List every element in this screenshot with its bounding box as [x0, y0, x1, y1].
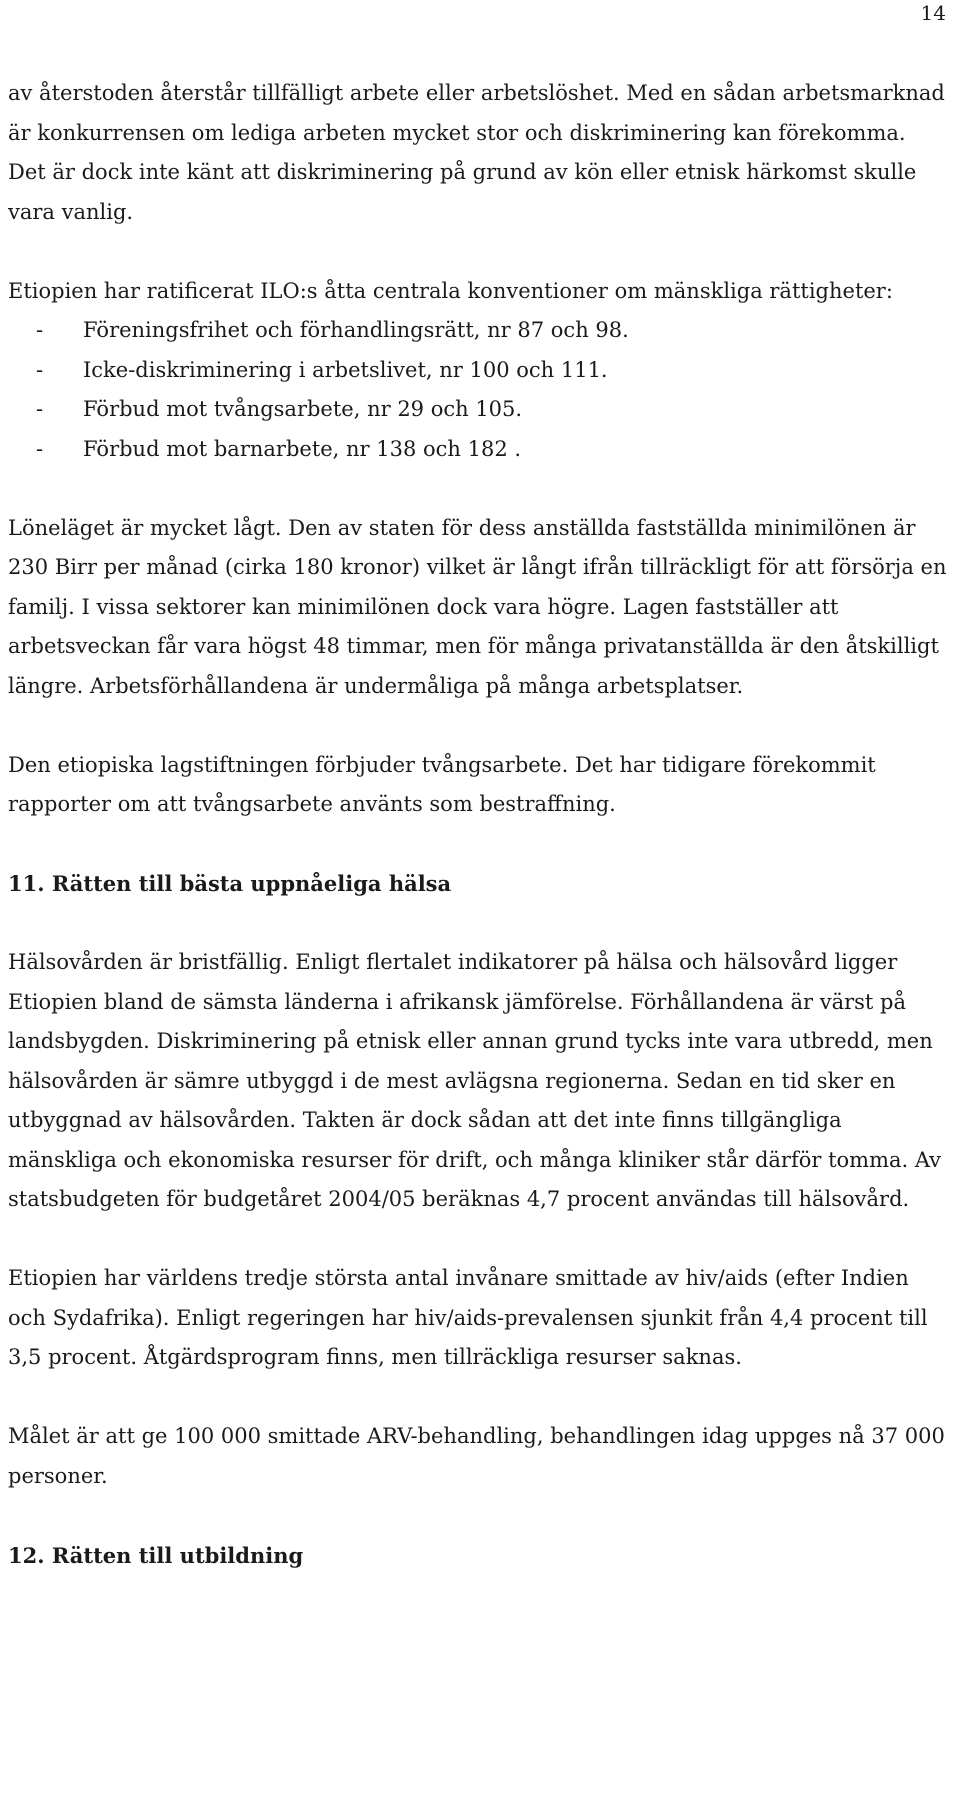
- paragraph-arv: Målet är att ge 100 000 smittade ARV-behandling, behandlingen idag uppges nå 37 000 personer.: [8, 1424, 945, 1488]
- paragraph-gap: [8, 825, 948, 865]
- paragraph-gap: [8, 1378, 948, 1418]
- section-heading-health: 11. Rätten till bästa uppnåeliga hälsa: [8, 871, 452, 896]
- convention-list: [8, 311, 948, 469]
- list-item-text: Icke-diskriminering i arbetslivet, nr 100 och 111.: [83, 357, 608, 382]
- paragraph-hiv: Etiopien har världens tredje största antal invånare smittade av hiv/aids (efter Indien och Sydafrika). Enligt regeringen har hiv/aids-prevalensen sjunkit från 4,4 procent till 3,5 procent. Åtgärdsprogram finns, men tillräckliga resurser saknas.: [8, 1266, 928, 1369]
- paragraph-gap: [8, 904, 948, 944]
- paragraph-wages: Löneläget är mycket lågt. Den av staten för dess anställda fastställda minimilönen är 230 Birr per månad (cirka 180 kronor) vilket är långt ifrån tillräckligt för att försörja en familj. I vissa sektorer kan minimilönen dock vara högre. Lagen fastställer att arbetsveckan får vara högst 48 timmar, men för många privatanställda är den åtskilligt längre. Arbetsförhållandena är undermåliga på många arbetsplatser.: [8, 515, 947, 698]
- list-item-text: Förbud mot barnarbete, nr 138 och 182 .: [83, 436, 522, 461]
- list-dash: -: [36, 318, 44, 342]
- paragraph-gap: [8, 469, 948, 509]
- list-item: [8, 351, 948, 391]
- list-dash: -: [36, 357, 44, 382]
- paragraph-ilo-conventions: Etiopien har ratificerat ILO:s åtta centrala konventioner om mänskliga rättigheter:: [8, 278, 893, 303]
- paragraph-healthcare: Hälsovården är bristfällig. Enligt flertalet indikatorer på hälsa och hälsovård ligger Etiopien bland de sämsta länderna i afrikansk jämförelse. Förhållandena är värst på landsbygden. Diskriminering på etnisk eller annan grund tycks inte vara utbredd, men hälsovården är sämre utbyggd i de mest avlägsna regionerna. Sedan en tid sker en utbyggnad av hälsovården. Takten är dock sådan att det inte finns tillgängliga mänskliga och ekonomiska resurser för drift, och många kliniker står därför tomma. Av statsbudgeten för budgetåret 2004/05 beräknas 4,7 procent användas till hälsovård.: [8, 950, 942, 1211]
- list-dash: -: [36, 436, 44, 461]
- list-item: [8, 430, 948, 470]
- page-number: 14: [920, 1, 946, 25]
- paragraph-gap: [8, 1496, 948, 1536]
- section-heading-education: 12. Rätten till utbildning: [8, 1542, 304, 1568]
- document-body: [8, 74, 948, 1575]
- list-item: [8, 390, 948, 430]
- paragraph-gap: [8, 1220, 948, 1260]
- paragraph-forced-labor: Den etiopiska lagstiftningen förbjuder tvångsarbete. Det har tidigare förekommit rapporter om att tvångsarbete använts som bestraffning.: [8, 752, 876, 816]
- list-item-text: Förbud mot tvångsarbete, nr 29 och 105.: [83, 397, 523, 421]
- paragraph-labor-market: av återstoden återstår tillfälligt arbete eller arbetslöshet. Med en sådan arbetsmarknad är konkurrensen om lediga arbeten mycket stor och diskriminering kan förekomma. Det är dock inte känt att diskriminering på grund av kön eller etnisk härkomst skulle vara vanlig.: [8, 81, 945, 224]
- paragraph-gap: [8, 232, 948, 272]
- list-dash: -: [36, 397, 44, 421]
- list-item-text: Föreningsfrihet och förhandlingsrätt, nr 87 och 98.: [83, 318, 629, 342]
- paragraph-gap: [8, 706, 948, 746]
- list-item: [8, 311, 948, 351]
